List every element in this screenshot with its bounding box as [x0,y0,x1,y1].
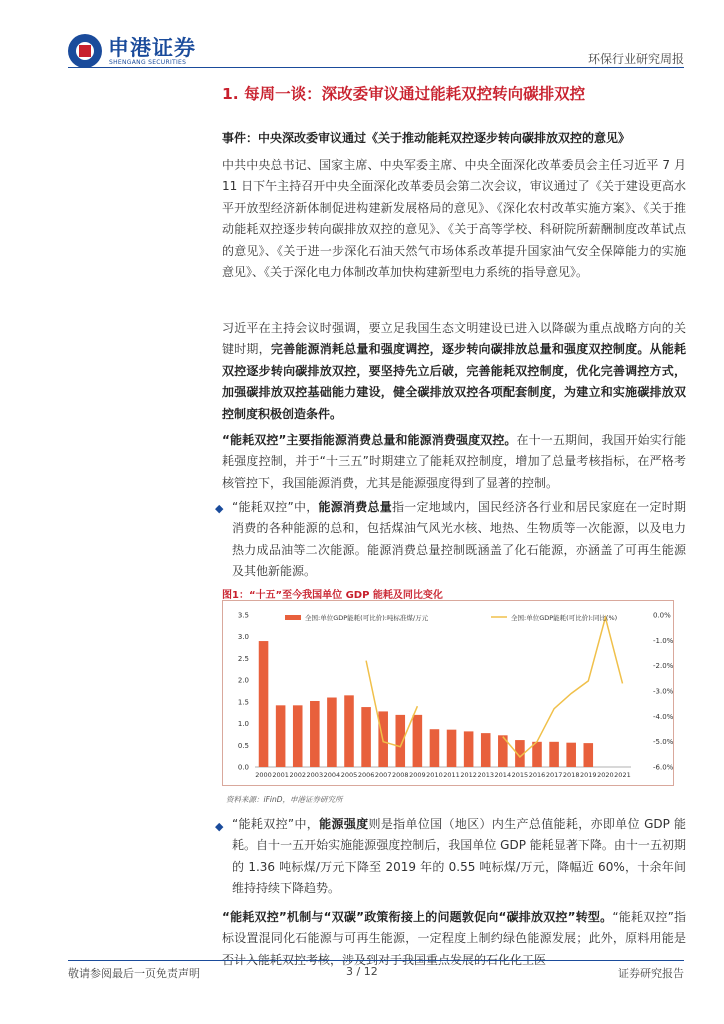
yoy-line-segment [503,618,623,757]
x-tick-label: 2017 [545,771,563,779]
paragraph-intensity-lead: “能耗双控”中， [232,817,320,831]
paragraph-meeting-text: 中共中央总书记、国家主席、中央军委主席、中央全面深化改革委员会主任习近平 7 月 11 日下午主持召开中央全面深化改革委员会第二次会议，审议通过了《关于建设更高水平开放型经济新体制促进构建新发展格局的意见》、《深化农村改革实施方案》、《关于推动能耗双控逐步转向碳排放双控的意见》、《关于高等学校、科研院所薪酬制度改革试点的意见》、《关于进一步深化石油天然气市场体系改革提升国家油气安全保障能力的实施意见》、《关于深化电力体制改革加快构建新型电力系统的指导意见》。 [222,158,686,280]
x-tick-label: 2021 [614,771,631,779]
paragraph-transition-text: “能耗双控”指标设置混同化石能源与可再生能源，一定程度上制约绿色能源发展；此外，原料用能是否计入能耗双控考核，涉及到对于我国重点发展的石化化工医 [222,910,686,967]
y-right-tick-label: -1.0% [653,636,674,645]
y-left-tick-label: 1.5 [237,698,249,707]
figure-source: 资料来源：iFinD，申港证券研究所 [226,795,343,804]
y-right-tick-label: -5.0% [653,738,674,747]
y-left-tick-label: 3.0 [237,633,249,642]
x-tick-label: 2008 [391,771,409,779]
bar-2011 [447,730,457,767]
section-title: 1. 每周一谈：深改委审议通过能耗双控转向碳排双控 [222,85,586,103]
bar-2019 [583,743,593,767]
bar-2005 [344,695,354,767]
bar-2002 [293,705,303,767]
paragraph-intensity-text: 则是指单位国（地区）内生产总值能耗，亦即单位 GDP 能耗。自十一五开始实施能源强度控制后，我国单位 GDP 能耗显著下降。由十一五初期的 1.36 吨标煤/万元下降至 2019 年的 0.55 吨标煤/万元，降幅近 60%，十余年间维持持续下降趋势。 [232,817,686,896]
footer-disclaimer: 敬请参阅最后一页免责声明 [68,967,200,980]
x-tick-label: 2010 [426,771,443,779]
paragraph-dual-control [222,430,686,494]
y-right-tick-label: 0.0% [653,611,671,620]
paragraph-meeting [222,155,686,283]
y-right-tick-label: -2.0% [653,662,674,671]
bar-2017 [549,742,559,767]
bar-2004 [327,698,337,767]
event-line: 事件：中央深改委审议通过《关于推动能耗双控逐步转向碳排放双控的意见》 [222,131,631,145]
legend-line-label: 全国:单位GDP能耗(可比价):同比(%) [511,614,618,622]
y-left-tick-label: 0.0 [237,763,249,772]
x-tick-label: 2019 [579,771,597,779]
bar-2008 [395,715,405,767]
footer-divider [68,960,684,961]
paragraph-dual-control-text: 在十一五期间，我国开始实行能耗强度控制，并于“十三五”时期建立了能耗双控制度，增加了总量考核指标，在严格考核管控下，我国能源消费，尤其是能源强度得到了显著的控制。 [222,433,686,490]
paragraph-total-consumption [232,497,686,583]
paragraph-intensity-term: 能源强度 [319,817,369,831]
figure-title: 图1：“十五”至今我国单位 GDP 能耗及同比变化 [222,590,443,601]
bar-2001 [276,705,286,767]
y-left-tick-label: 0.5 [237,741,249,750]
x-tick-label: 2015 [511,771,529,779]
yoy-line-segment [366,661,417,747]
bar-2000 [259,641,269,767]
paragraph-dual-control-bold: “能耗双控”主要指能源消费总量和能源消费强度双控。 [222,433,517,447]
x-tick-label: 2016 [528,771,546,779]
x-tick-label: 2020 [597,771,614,779]
bullet-icon: ◆ [215,502,224,515]
x-tick-label: 2004 [323,771,341,779]
x-tick-label: 2007 [374,771,392,779]
x-tick-label: 2014 [494,771,512,779]
bar-2018 [566,743,576,767]
y-left-tick-label: 1.0 [237,720,249,729]
x-tick-label: 2005 [340,771,358,779]
x-tick-label: 2000 [255,771,272,779]
x-tick-label: 2001 [272,771,289,779]
legend-bar-swatch [285,615,301,620]
bar-2003 [310,701,320,767]
header-divider [68,67,684,68]
paragraph-transition-bold: “能耗双控”机制与“双碳”政策衔接上的问题敦促向“碳排放双控”转型。 [222,910,613,924]
paragraph-emphasis-lead: 习近平在主持会议时强调，要立足我国生态文明建设已进入以降碳为重点战略方向的关键时期， [222,321,686,357]
y-left-tick-label: 2.5 [237,654,249,663]
paragraph-emphasis [222,318,686,425]
legend-bar-label: 全国:单位GDP能耗(可比价):吨标准煤/万元 [305,614,429,622]
bar-2010 [430,729,440,767]
bullet-icon: ◆ [215,820,224,833]
energy-intensity-chart [223,601,673,785]
bar-2013 [481,733,491,767]
logo-text: 申港证券 [108,36,196,60]
paragraph-emphasis-bold: 完善能源消耗总量和强度调控，逐步转向碳排放总量和强度双控制度。从能耗双控逐步转向碳排放双控，要坚持先立后破，完善能耗双控制度，优化完善调控方式，加强碳排放双控基础能力建设，健全碳排放双控各项配套制度，为建立和实施碳排放双控制度积极创造条件。 [222,342,686,421]
x-tick-label: 2006 [357,771,375,779]
x-tick-label: 2003 [306,771,324,779]
bar-2012 [464,731,474,767]
footer-report-label: 证券研究报告 [618,967,684,980]
bar-2006 [361,707,371,767]
x-tick-label: 2002 [289,771,307,779]
page-number: 3 / 12 [346,965,378,978]
logo-subtitle: SHENGANG SECURITIES [109,59,187,66]
y-right-tick-label: -4.0% [653,712,674,721]
paragraph-total-consumption-term: 能源消费总量 [318,500,393,514]
paragraph-transition [222,907,686,967]
bar-2009 [413,715,423,767]
report-type: 环保行业研究周报 [587,52,684,66]
x-tick-label: 2018 [562,771,580,779]
y-right-tick-label: -3.0% [653,687,674,696]
x-tick-label: 2011 [443,771,460,779]
x-tick-label: 2013 [477,771,495,779]
figure-frame [222,600,674,786]
y-left-tick-label: 3.5 [237,611,249,620]
logo-icon [68,34,102,68]
paragraph-total-consumption-lead: “能耗双控”中， [232,500,319,514]
y-left-tick-label: 2.0 [237,676,249,685]
y-right-tick-label: -6.0% [653,763,674,772]
paragraph-intensity [232,814,686,900]
x-tick-label: 2012 [460,771,477,779]
paragraph-total-consumption-text: 指一定地域内，国民经济各行业和居民家庭在一定时期消费的各种能源的总和，包括煤油气风光水核、地热、生物质等一次能源，以及电力热力成品油等二次能源。能源消费总量控制既涵盖了化石能源，亦涵盖了可再生能源及其他新能源。 [232,500,686,579]
x-tick-label: 2009 [409,771,426,779]
